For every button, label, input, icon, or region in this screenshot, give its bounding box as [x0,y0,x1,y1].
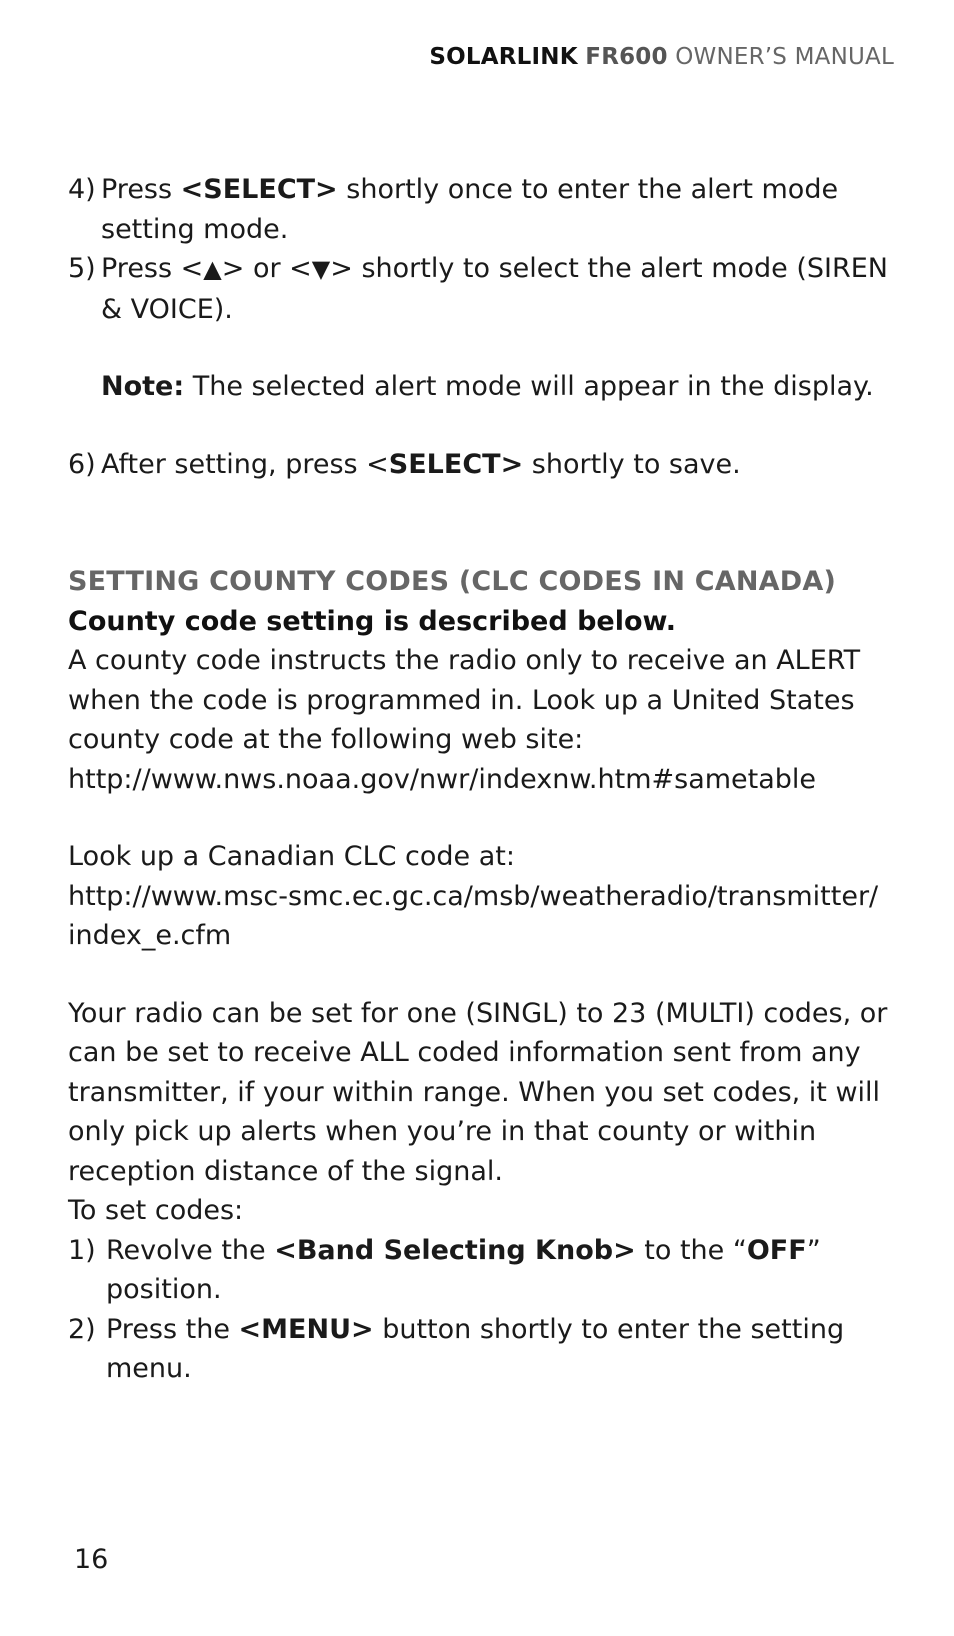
step-continuation: & VOICE). [101,293,233,325]
step-text: button shortly to enter the setting [373,1313,845,1345]
section-heading: SETTING COUNTY CODES (CLC CODES IN CANADA) [68,566,837,597]
band-knob-label: <Band Selecting Knob> [274,1234,636,1266]
text-line: can be set to receive ALL coded information sent from any [68,1037,861,1068]
select-key-label: <SELECT> [180,174,338,205]
up-arrow-icon: ▲ [203,255,222,283]
note [68,367,898,407]
text-line: Look up a Canadian CLC code at: [68,841,515,872]
text-line: reception distance of the signal. [68,1155,503,1187]
step-text: After setting, press < [101,448,389,480]
paragraph-code-modes [68,994,898,1192]
step-continuation: menu. [106,1353,192,1384]
text-line: only pick up alerts when you’re in that county or within [68,1116,817,1147]
step-5 [68,249,898,329]
step-number: 1) [68,1234,96,1266]
step-text: > shortly to select the alert mode (SIREN [330,253,889,284]
text-line: Your radio can be set for one (SINGL) to 23 (MULTI) codes, or [68,997,888,1029]
step-continuation: position. [106,1274,222,1305]
select-key-label: SELECT> [388,448,524,480]
step-text: ” [806,1234,821,1266]
codes-step-2 [68,1310,898,1389]
to-set-codes-label: To set codes: [68,1195,244,1226]
header-model: FR600 [585,44,668,70]
page-content [68,170,898,1389]
step-number: 5) [68,253,96,284]
text-line: transmitter, if your within range. When you set codes, it will [68,1076,881,1108]
paragraph-canadian-code [68,837,898,956]
step-text: Press [101,174,181,205]
nws-url: http://www.nws.noaa.gov/nwr/indexnw.htm#sametable [68,763,817,795]
page-number: 16 [74,1544,109,1575]
step-text: Press the [106,1313,239,1345]
text-line: county code at the following web site: [68,724,584,755]
header-title: OWNER’S MANUAL [675,44,894,70]
paragraph-county-code [68,641,898,799]
step-continuation: setting mode. [101,213,289,245]
text-line: A county code instructs the radio only to receive an ALERT [68,645,861,676]
off-label: OFF [746,1234,807,1266]
step-4 [68,170,898,249]
section-subheading: County code setting is described below. [68,605,677,637]
step-text: Press < [101,253,204,284]
step-text: shortly to save. [523,448,741,480]
step-text: Revolve the [106,1234,275,1266]
header-brand: SOLARLINK [429,44,578,70]
step-text: shortly once to enter the alert mode [337,174,839,205]
page-header [429,44,894,70]
step-6 [68,445,898,485]
step-text: to the “ [635,1234,747,1266]
msc-url-continuation: index_e.cfm [68,920,232,951]
step-number: 6) [68,448,96,480]
codes-step-1 [68,1231,898,1310]
msc-url: http://www.msc-smc.ec.gc.ca/msb/weatheradio/transmitter/ [68,880,879,912]
down-arrow-icon: ▼ [311,255,331,283]
menu-key-label: <MENU> [238,1313,374,1345]
step-number: 2) [68,1313,96,1345]
step-text: > or < [221,253,312,284]
text-line: when the code is programmed in. Look up a United States [68,684,855,716]
step-number: 4) [68,174,96,205]
note-label: Note: [101,371,185,402]
note-text: The selected alert mode will appear in the display. [184,371,874,402]
